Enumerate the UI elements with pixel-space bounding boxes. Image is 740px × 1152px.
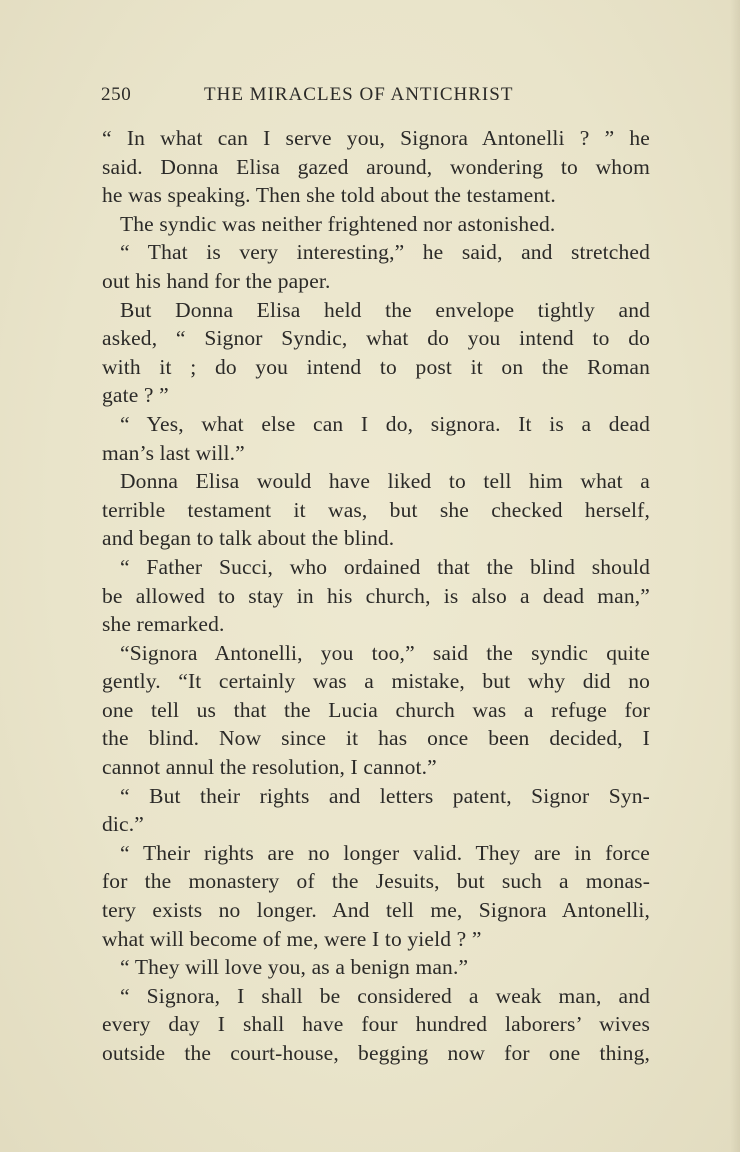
text-line: tery exists no longer. And tell me, Signora Antonelli, bbox=[102, 898, 650, 923]
running-head bbox=[101, 84, 661, 112]
text-line: “ In what can I serve you, Signora Antonelli ? ” he bbox=[102, 126, 650, 150]
text-line: gently. “It certainly was a mistake, but why did no bbox=[102, 669, 650, 694]
text-line: “ But their rights and letters patent, Signor Syn- bbox=[120, 783, 650, 808]
text-line: “ They will love you, as a benign man.” bbox=[120, 955, 469, 980]
text-line: “ Yes, what else can I do, signora. It is a dead bbox=[120, 411, 650, 436]
text-line: said. Donna Elisa gazed around, wondering to whom bbox=[102, 154, 650, 179]
text-line: But Donna Elisa held the envelope tightly and bbox=[120, 297, 650, 322]
text-line: Donna Elisa would have liked to tell him what a bbox=[120, 469, 650, 494]
page-edge-shadow bbox=[730, 0, 740, 1152]
text-line: be allowed to stay in his church, is also a dead man,” bbox=[102, 583, 650, 608]
text-line: every day I shall have four hundred laborers’ wives bbox=[102, 1012, 650, 1037]
text-line: and began to talk about the blind. bbox=[102, 526, 395, 551]
text-line: he was speaking. Then she told about the testament. bbox=[102, 183, 556, 208]
text-line: what will become of me, were I to yield ? ” bbox=[102, 926, 482, 951]
text-line: she remarked. bbox=[102, 612, 225, 637]
page-number: 250 bbox=[101, 84, 132, 105]
text-line: “ Signora, I shall be considered a weak man, and bbox=[120, 983, 650, 1008]
text-line: asked, “ Signor Syndic, what do you intend to do bbox=[102, 326, 650, 351]
text-line: for the monastery of the Jesuits, but such a monas- bbox=[102, 869, 650, 894]
text-line: dic.” bbox=[102, 812, 144, 837]
text-line: “Signora Antonelli, you too,” said the syndic quite bbox=[120, 640, 650, 665]
text-line: “ Their rights are no longer valid. They are in force bbox=[120, 840, 650, 865]
text-line: one tell us that the Lucia church was a refuge for bbox=[102, 697, 650, 722]
text-line: “ Father Succi, who ordained that the blind should bbox=[120, 554, 650, 579]
text-line: cannot annul the resolution, I cannot.” bbox=[102, 755, 437, 780]
text-line: The syndic was neither frightened nor astonished. bbox=[120, 211, 556, 236]
text-line: out his hand for the paper. bbox=[102, 268, 331, 293]
text-line: gate ? ” bbox=[102, 383, 169, 408]
text-line: outside the court-house, begging now for one thing, bbox=[102, 1041, 650, 1065]
text-line: with it ; do you intend to post it on the Roman bbox=[102, 354, 650, 379]
running-title: THE MIRACLES OF ANTICHRIST bbox=[204, 84, 514, 105]
body-text bbox=[102, 124, 650, 1068]
text-line: “ That is very interesting,” he said, and stretched bbox=[120, 240, 650, 265]
text-line: man’s last will.” bbox=[102, 440, 245, 465]
text-line: the blind. Now since it has once been decided, I bbox=[102, 726, 650, 751]
text-line: terrible testament it was, but she checked herself, bbox=[102, 497, 650, 522]
